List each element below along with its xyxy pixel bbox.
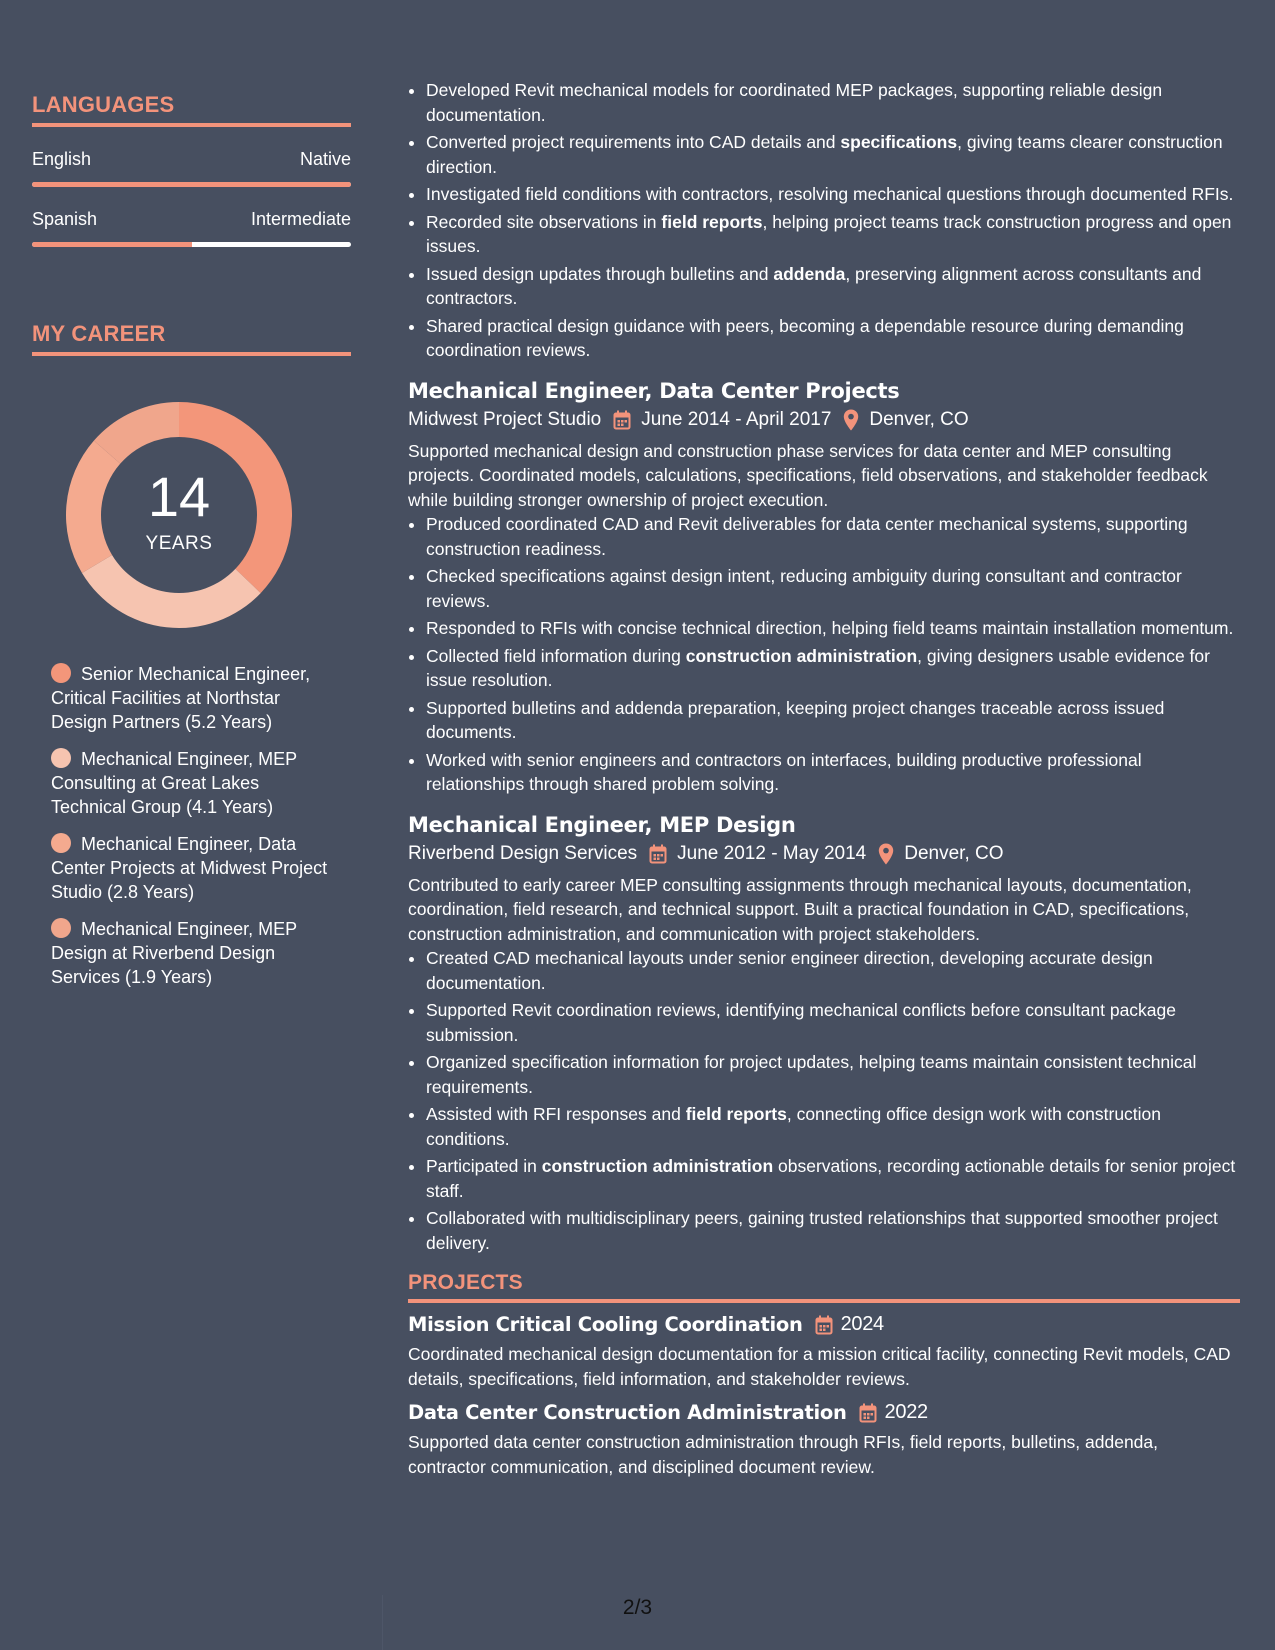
career-legend-item xyxy=(51,662,331,734)
career-legend-item xyxy=(51,747,331,819)
legend-label: Mechanical Engineer, MEP Consulting at Great Lakes Technical Group (4.1 Years) xyxy=(51,749,297,817)
job-dates: June 2012 - May 2014 xyxy=(677,842,867,864)
page-number: 2/3 xyxy=(622,1596,653,1619)
previous-job-bullets xyxy=(408,78,1240,363)
bullet-item: • Converted project requirements into CAD details and specifications, giving teams clearer construction direction. xyxy=(426,130,1240,179)
donut-center-label xyxy=(66,402,292,628)
job-bullets xyxy=(408,946,1240,1255)
projects-heading: PROJECTS xyxy=(408,1271,1240,1303)
project-title: Data Center Construction Administration xyxy=(408,1401,847,1424)
bullet-item: • Produced coordinated CAD and Revit deliverables for data center mechanical systems, supporting construction readiness. xyxy=(426,512,1240,561)
project-title-row xyxy=(408,1313,1240,1336)
career-heading: MY CAREER xyxy=(32,321,351,356)
project-title-row xyxy=(408,1401,1240,1424)
career-total-years: 14 xyxy=(147,465,211,528)
project-year: 2022 xyxy=(884,1401,928,1423)
job-meta xyxy=(408,843,1240,865)
project-description: Coordinated mechanical design documentation for a mission critical facility, connecting Revit models, CAD details, specifications, field information, and stakeholder reviews. xyxy=(408,1344,1231,1389)
job-location: Denver, CO xyxy=(869,408,969,430)
legend-swatch xyxy=(51,833,71,853)
job-description: Contributed to early career MEP consulting assignments through mechanical layouts, documentation, coordination, field research, and technical support. Built a practical foundation in CAD, specifications, construction administration, and communication with project stakeholders. xyxy=(408,874,1192,944)
legend-label: Senior Mechanical Engineer, Critical Facilities at Northstar Design Partners (5.2 Years) xyxy=(51,664,311,732)
career-total-unit: YEARS xyxy=(145,533,213,554)
job-title: Mechanical Engineer, Data Center Projects xyxy=(408,378,900,403)
right-column xyxy=(408,78,1240,1479)
job-entry xyxy=(408,379,1240,797)
bullet-item: • Supported bulletins and addenda preparation, keeping project changes traceable across issued documents. xyxy=(426,696,1240,745)
job-company: Midwest Project Studio xyxy=(408,408,602,430)
bullet-item: • Created CAD mechanical layouts under senior engineer direction, developing accurate design documentation. xyxy=(426,946,1240,995)
legend-swatch xyxy=(51,918,71,938)
map-pin-icon xyxy=(878,843,894,865)
job-title: Mechanical Engineer, MEP Design xyxy=(408,812,796,837)
language-item xyxy=(32,149,351,187)
bullet-item: • Recorded site observations in field reports, helping project teams track construction progress and open issues. xyxy=(426,210,1240,259)
job-company: Riverbend Design Services xyxy=(408,842,638,864)
language-level: Native xyxy=(299,149,351,169)
projects-list xyxy=(408,1313,1240,1479)
left-column xyxy=(32,92,351,1002)
legend-swatch xyxy=(51,748,71,768)
job-meta xyxy=(408,409,1240,431)
legend-label: Mechanical Engineer, Data Center Projects at Midwest Project Studio (2.8 Years) xyxy=(51,834,328,902)
language-proficiency-bar xyxy=(32,182,351,187)
bullet-item: • Issued design updates through bulletins and addenda, preserving alignment across consultants and contractors. xyxy=(426,262,1240,311)
language-proficiency-bar xyxy=(32,242,351,247)
calendar-icon xyxy=(859,1403,877,1423)
bullet-item: • Shared practical design guidance with peers, becoming a dependable resource during demanding coordination reviews. xyxy=(426,314,1240,363)
bullet-item: • Assisted with RFI responses and field reports, connecting office design work with construction conditions. xyxy=(426,1102,1240,1151)
bullet-item: • Developed Revit mechanical models for coordinated MEP packages, supporting reliable design documentation. xyxy=(426,78,1240,127)
language-item xyxy=(32,209,351,247)
bullet-item: • Collected field information during construction administration, giving designers usable evidence for issue resolution. xyxy=(426,644,1240,693)
legend-swatch xyxy=(51,663,71,683)
bullet-item: • Responded to RFIs with concise technical direction, helping field teams maintain installation momentum. xyxy=(426,616,1240,641)
job-entry xyxy=(408,813,1240,1256)
calendar-icon xyxy=(815,1315,833,1335)
project-entry xyxy=(408,1401,1240,1479)
project-year: 2024 xyxy=(840,1313,884,1335)
languages-heading: LANGUAGES xyxy=(32,92,351,127)
experience-list xyxy=(408,379,1240,1256)
project-entry xyxy=(408,1313,1240,1391)
legend-label: Mechanical Engineer, MEP Design at Riverbend Design Services (1.9 Years) xyxy=(51,919,297,987)
job-location: Denver, CO xyxy=(904,842,1004,864)
language-name: English xyxy=(32,149,92,169)
project-title: Mission Critical Cooling Coordination xyxy=(408,1313,803,1336)
bullet-item: • Investigated field conditions with contractors, resolving mechanical questions through documented RFIs. xyxy=(426,182,1240,207)
job-dates: June 2014 - April 2017 xyxy=(641,408,832,430)
language-proficiency-fill xyxy=(32,182,351,187)
bullet-item: • Organized specification information for project updates, helping teams maintain consistent technical requirements. xyxy=(426,1050,1240,1099)
language-name: Spanish xyxy=(32,209,98,229)
calendar-icon xyxy=(649,844,667,864)
language-proficiency-fill xyxy=(32,242,192,247)
career-donut-chart xyxy=(66,402,292,628)
job-description: Supported mechanical design and construction phase services for data center and MEP consulting projects. Coordinated models, calculations, specifications, field observations, and stakeholder feedback while building stronger ownership of project execution. xyxy=(408,440,1208,510)
bullet-item: • Supported Revit coordination reviews, identifying mechanical conflicts before consultant package submission. xyxy=(426,998,1240,1047)
career-legend xyxy=(51,662,331,989)
bullet-item: • Collaborated with multidisciplinary peers, gaining trusted relationships that supported smoother project delivery. xyxy=(426,1206,1240,1255)
bullet-item: • Participated in construction administration observations, recording actionable details for senior project staff. xyxy=(426,1154,1240,1203)
job-bullets xyxy=(408,512,1240,797)
language-level: Intermediate xyxy=(250,209,351,229)
bullet-item: • Worked with senior engineers and contractors on interfaces, building productive professional relationships through shared problem solving. xyxy=(426,748,1240,797)
map-pin-icon xyxy=(843,409,859,431)
career-legend-item xyxy=(51,832,331,904)
project-description: Supported data center construction administration through RFIs, field reports, bulletins, addenda, contractor communication, and disciplined document review. xyxy=(408,1432,1159,1477)
calendar-icon xyxy=(613,410,631,430)
career-legend-item xyxy=(51,917,331,989)
bullet-item: • Checked specifications against design intent, reducing ambiguity during consultant and contractor reviews. xyxy=(426,564,1240,613)
